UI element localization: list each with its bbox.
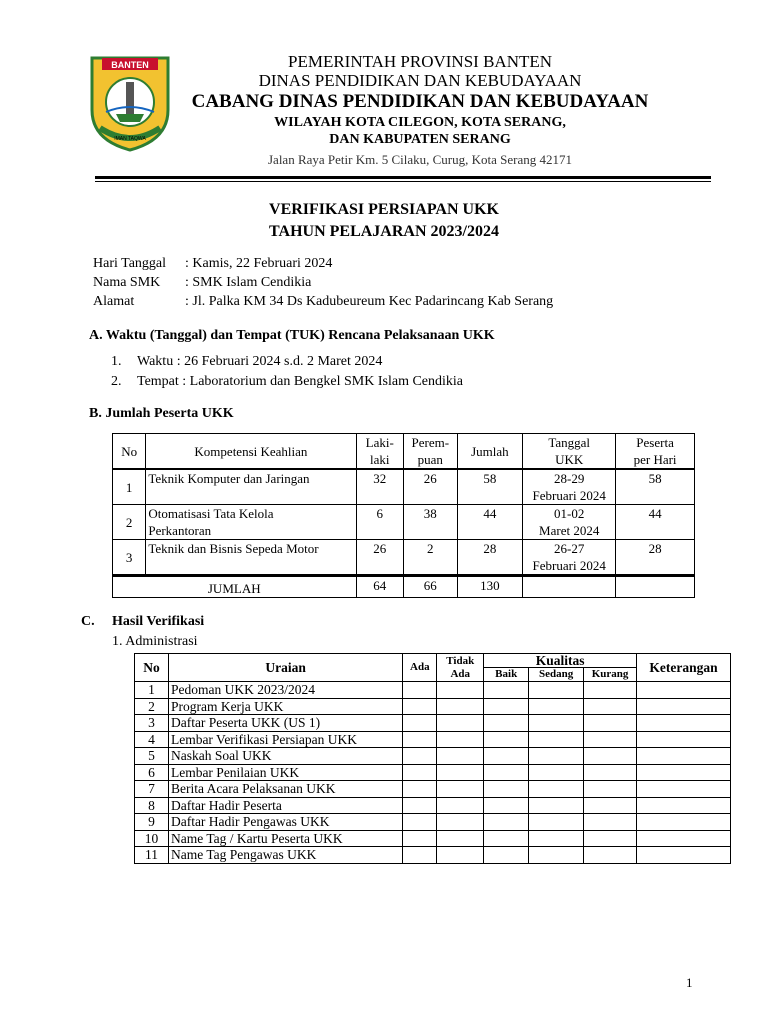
table-row	[135, 847, 731, 864]
section-c-heading: Hasil Verifikasi	[112, 614, 205, 629]
cell-perempuan: 26	[403, 469, 457, 505]
cell-laki: 26	[356, 540, 403, 576]
cell-perempuan: 38	[403, 505, 457, 540]
cell-jumlah: 28	[457, 540, 523, 576]
info-value: : Jl. Palka KM 34 Ds Kadubeureum Kec Padarincang Kab Serang	[185, 294, 554, 309]
th-perem-2: puan	[417, 452, 443, 467]
total-laki: 64	[356, 576, 403, 598]
cell-per-hari: 58	[616, 469, 695, 505]
cell-laki: 6	[356, 505, 403, 540]
cell-sedang	[529, 814, 584, 831]
cell-no: 7	[135, 781, 169, 798]
page-number: 1	[686, 975, 693, 990]
cell-kurang	[584, 781, 637, 798]
cell-keterangan	[637, 698, 731, 715]
cell-sedang	[529, 682, 584, 699]
cell-uraian: Lembar Penilaian UKK	[168, 764, 402, 781]
cell-kurang	[584, 748, 637, 765]
cell-keterangan	[637, 682, 731, 699]
cell-keterangan	[637, 764, 731, 781]
cell-kurang	[584, 715, 637, 732]
cell-keterangan	[637, 748, 731, 765]
cell-baik	[484, 781, 529, 798]
info-value: : Kamis, 22 Februari 2024	[185, 256, 333, 271]
section-c-letter: C.	[81, 614, 95, 629]
cell-uraian: Berita Acara Pelaksanan UKK	[168, 781, 402, 798]
table-row	[113, 540, 695, 576]
tanggal-line2: Maret 2024	[539, 523, 600, 538]
section-a-list	[111, 352, 463, 392]
cell-ada	[403, 847, 437, 864]
cell-tanggal	[523, 469, 616, 505]
cell-sedang	[529, 731, 584, 748]
cell-tanggal	[523, 540, 616, 576]
total-label: JUMLAH	[113, 576, 357, 598]
cell-no: 4	[135, 731, 169, 748]
cell-sedang	[529, 715, 584, 732]
logo-text-bottom: IMAN TAQWA	[114, 136, 146, 142]
table-row	[135, 781, 731, 798]
cell-keterangan	[637, 715, 731, 732]
cell-baik	[484, 682, 529, 699]
cell-kurang	[584, 847, 637, 864]
th-uraian: Uraian	[168, 654, 402, 682]
cell-sedang	[529, 847, 584, 864]
cell-tidak-ada	[437, 715, 484, 732]
cell-ada	[403, 830, 437, 847]
cell-kurang	[584, 830, 637, 847]
table-row	[135, 731, 731, 748]
cell-tidak-ada	[437, 814, 484, 831]
info-label: Alamat	[93, 294, 135, 309]
table-row	[113, 469, 695, 505]
th-laki-2: laki	[369, 452, 390, 467]
th-sedang: Sedang	[529, 668, 584, 682]
th-peserta-2: per Hari	[633, 452, 677, 467]
cell-no: 10	[135, 830, 169, 847]
tanggal-line1: 28-29	[554, 471, 585, 486]
cell-keterangan	[637, 830, 731, 847]
cell-per-hari: 28	[616, 540, 695, 576]
verifikasi-table	[134, 653, 731, 864]
kompetensi-line1: Teknik Komputer dan Jaringan	[148, 471, 310, 486]
kompetensi-line2: Perkantoran	[148, 523, 212, 538]
header-line2: DINAS PENDIDIKAN DAN KEBUDAYAAN	[258, 71, 582, 90]
school-info	[93, 254, 553, 311]
cell-kurang	[584, 698, 637, 715]
header-line3: CABANG DINAS PENDIDIKAN DAN KEBUDAYAAN	[191, 91, 649, 112]
cell-no: 1	[113, 469, 146, 505]
cell-uraian: Program Kerja UKK	[168, 698, 402, 715]
th-perempuan	[403, 434, 457, 470]
cell-uraian: Daftar Peserta UKK (US 1)	[168, 715, 402, 732]
cell-tidak-ada	[437, 748, 484, 765]
cell-kurang	[584, 797, 637, 814]
table-row	[135, 715, 731, 732]
th-no: No	[135, 654, 169, 682]
list-item	[111, 372, 463, 392]
cell-no: 3	[113, 540, 146, 576]
th-tidak-ada	[437, 654, 484, 682]
th-baik: Baik	[484, 668, 529, 682]
cell-kompetensi	[146, 469, 356, 505]
table-row	[135, 814, 731, 831]
info-row	[93, 292, 553, 311]
header-line4: WILAYAH KOTA CILEGON, KOTA SERANG,	[274, 115, 566, 130]
cell-sedang	[529, 797, 584, 814]
document-title	[0, 199, 768, 243]
th-no: No	[113, 434, 146, 470]
cell-kurang	[584, 764, 637, 781]
th-kompetensi: Kompetensi Keahlian	[146, 434, 356, 470]
cell-uraian: Daftar Hadir Pengawas UKK	[168, 814, 402, 831]
cell-uraian: Pedoman UKK 2023/2024	[168, 682, 402, 699]
cell-uraian: Daftar Hadir Peserta	[168, 797, 402, 814]
cell-ada	[403, 682, 437, 699]
tanggal-line2: Februari 2024	[532, 558, 606, 573]
th-laki	[356, 434, 403, 470]
cell-baik	[484, 847, 529, 864]
cell-keterangan	[637, 797, 731, 814]
cell-baik	[484, 748, 529, 765]
header-address: Jalan Raya Petir Km. 5 Cilaku, Curug, Kota Serang 42171	[267, 152, 572, 167]
cell-no: 2	[135, 698, 169, 715]
title-line2: TAHUN PELAJARAN 2023/2024	[269, 223, 499, 240]
section-c-sub: 1. Administrasi	[112, 634, 198, 649]
table-row	[135, 682, 731, 699]
cell-uraian: Lembar Verifikasi Persiapan UKK	[168, 731, 402, 748]
th-laki-1: Laki-	[365, 435, 394, 450]
kompetensi-line2	[148, 487, 353, 504]
section-b-heading: B. Jumlah Peserta UKK	[89, 406, 234, 421]
cell-ada	[403, 814, 437, 831]
info-value: : SMK Islam Cendikia	[185, 275, 312, 290]
cell-tanggal	[523, 505, 616, 540]
verifikasi-body	[135, 682, 731, 864]
th-kurang: Kurang	[584, 668, 637, 682]
info-label: Nama SMK	[93, 275, 161, 290]
th-tidak-2: Ada	[450, 667, 471, 680]
cell-tidak-ada	[437, 847, 484, 864]
cell-tidak-ada	[437, 682, 484, 699]
cell-no: 3	[135, 715, 169, 732]
cell-baik	[484, 715, 529, 732]
cell-tidak-ada	[437, 781, 484, 798]
cell-baik	[484, 764, 529, 781]
cell-uraian: Naskah Soal UKK	[168, 748, 402, 765]
cell-no: 11	[135, 847, 169, 864]
cell-tidak-ada	[437, 764, 484, 781]
cell-baik	[484, 797, 529, 814]
cell-kurang	[584, 814, 637, 831]
header-rule-thick	[95, 176, 711, 179]
cell-baik	[484, 830, 529, 847]
kompetensi-line1: Teknik dan Bisnis Sepeda Motor	[148, 541, 319, 556]
cell-no: 2	[113, 505, 146, 540]
cell-tidak-ada	[437, 698, 484, 715]
info-label: Hari Tanggal	[93, 256, 167, 271]
total-tanggal	[523, 576, 616, 598]
list-text: Waktu : 26 Februari 2024 s.d. 2 Maret 2024	[137, 354, 383, 369]
letterhead	[180, 52, 660, 148]
th-perem-1: Perem-	[411, 435, 450, 450]
cell-ada	[403, 715, 437, 732]
th-keterangan: Keterangan	[637, 654, 731, 682]
list-item	[111, 352, 463, 372]
cell-ada	[403, 781, 437, 798]
tanggal-line1: 26-27	[554, 541, 585, 556]
cell-keterangan	[637, 731, 731, 748]
cell-keterangan	[637, 814, 731, 831]
cell-no: 9	[135, 814, 169, 831]
cell-jumlah: 58	[457, 469, 523, 505]
th-jumlah: Jumlah	[457, 434, 523, 470]
total-perempuan: 66	[403, 576, 457, 598]
cell-no: 5	[135, 748, 169, 765]
header-line1: PEMERINTAH PROVINSI BANTEN	[287, 52, 553, 71]
kompetensi-line1: Otomatisasi Tata Kelola	[148, 506, 274, 521]
th-peserta-1: Peserta	[636, 435, 674, 450]
cell-sedang	[529, 698, 584, 715]
cell-ada	[403, 764, 437, 781]
cell-tidak-ada	[437, 830, 484, 847]
total-jumlah: 130	[457, 576, 523, 598]
list-num: 2.	[111, 374, 122, 389]
cell-sedang	[529, 748, 584, 765]
cell-laki: 32	[356, 469, 403, 505]
logo-text-top: BANTEN	[111, 60, 149, 70]
list-text: Tempat : Laboratorium dan Bengkel SMK Islam Cendikia	[137, 374, 464, 389]
list-num: 1.	[111, 354, 122, 369]
cell-no: 6	[135, 764, 169, 781]
cell-ada	[403, 748, 437, 765]
cell-sedang	[529, 830, 584, 847]
info-row	[93, 273, 553, 292]
table-row	[135, 764, 731, 781]
cell-ada	[403, 797, 437, 814]
table-row	[135, 797, 731, 814]
cell-baik	[484, 814, 529, 831]
cell-sedang	[529, 764, 584, 781]
cell-tidak-ada	[437, 731, 484, 748]
table-row	[113, 505, 695, 540]
th-tanggal-2: UKK	[555, 452, 584, 467]
th-ada: Ada	[403, 654, 437, 682]
table-total-row	[113, 576, 695, 598]
cell-baik	[484, 731, 529, 748]
info-row	[93, 254, 553, 273]
cell-perempuan: 2	[403, 540, 457, 576]
banten-logo	[86, 52, 174, 152]
cell-keterangan	[637, 847, 731, 864]
table-row	[135, 748, 731, 765]
cell-sedang	[529, 781, 584, 798]
th-kualitas: Kualitas	[484, 654, 637, 668]
table-header-row	[135, 654, 731, 668]
cell-uraian: Name Tag Pengawas UKK	[168, 847, 402, 864]
kompetensi-line2	[148, 557, 353, 574]
th-tanggal-1: Tanggal	[548, 435, 591, 450]
peserta-table	[112, 433, 695, 598]
cell-per-hari: 44	[616, 505, 695, 540]
th-peserta	[616, 434, 695, 470]
total-per-hari	[616, 576, 695, 598]
table-row	[135, 698, 731, 715]
cell-uraian: Name Tag / Kartu Peserta UKK	[168, 830, 402, 847]
th-tanggal	[523, 434, 616, 470]
section-a-heading: A. Waktu (Tanggal) dan Tempat (TUK) Rencana Pelaksanaan UKK	[89, 328, 495, 343]
cell-tidak-ada	[437, 797, 484, 814]
cell-no: 8	[135, 797, 169, 814]
tanggal-line1: 01-02	[554, 506, 585, 521]
table-header-row	[113, 434, 695, 470]
cell-no: 1	[135, 682, 169, 699]
cell-ada	[403, 698, 437, 715]
cell-keterangan	[637, 781, 731, 798]
header-line5: DAN KABUPATEN SERANG	[329, 132, 511, 147]
cell-kurang	[584, 731, 637, 748]
cell-kompetensi	[146, 540, 356, 576]
cell-baik	[484, 698, 529, 715]
header-rule-thin	[95, 181, 711, 182]
cell-jumlah: 44	[457, 505, 523, 540]
cell-kurang	[584, 682, 637, 699]
cell-ada	[403, 731, 437, 748]
table-row	[135, 830, 731, 847]
title-line1: VERIFIKASI PERSIAPAN UKK	[269, 201, 499, 218]
tanggal-line2: Februari 2024	[532, 488, 606, 503]
th-tidak-1: Tidak	[446, 654, 475, 667]
cell-kompetensi	[146, 505, 356, 540]
